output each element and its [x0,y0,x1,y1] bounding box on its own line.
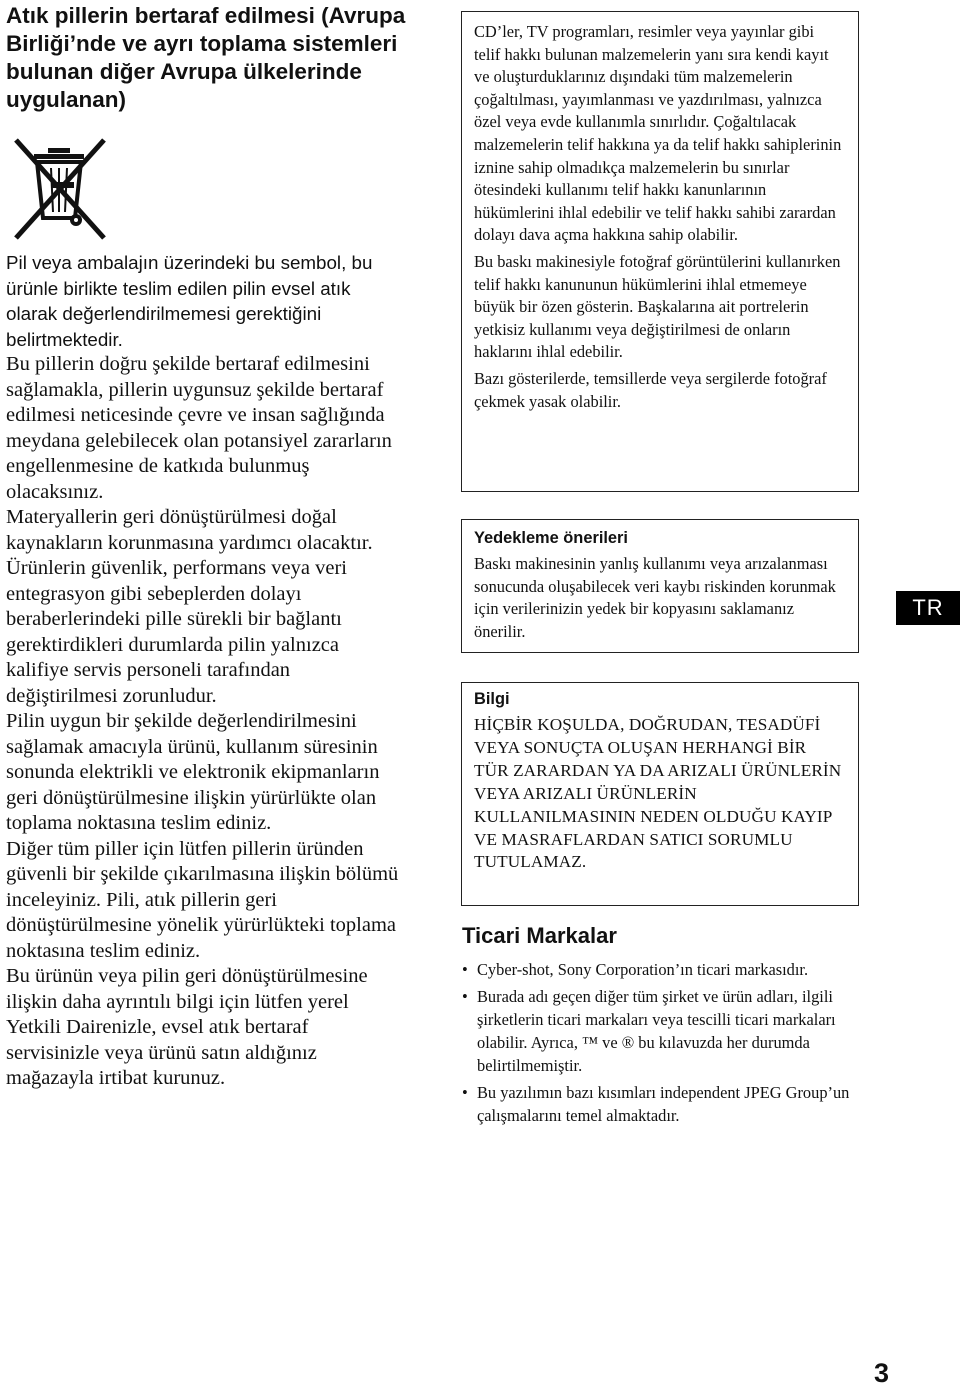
trademarks-list [462,958,872,1127]
paragraph: Bazı gösterilerde, temsillerde veya sergilerde fotoğraf çekmek yasak olabilir. [474,368,827,411]
copyright-notice-box [461,11,859,492]
bullet-icon: • [462,960,468,979]
section-title: Atık pillerin bertaraf edilmesi (Avrupa Birliği’nde ve ayrı toplama sistemleri bulunan diğer Avrupa ülkelerinde uygulanan) [6,3,406,112]
box-heading: Yedekleme önerileri [474,529,628,547]
paragraph: Bu pillerin doğru şekilde bertaraf edilmesini sağlamakla, pillerin uygunsuz şekilde bertaraf edilmesi neticesinde çevre ve insan sağlığında meydana gelebilecek olan potansiyel zararların engellenmesine de katkıda bulunmuş olacaksınız. [6,353,392,503]
language-tab: TR [896,591,960,625]
box-heading: Bilgi [474,690,510,708]
bullet-icon: • [462,987,468,1006]
bullet-icon: • [462,1083,468,1102]
backup-recommendations-box [461,519,859,653]
page-number: 3 [874,1358,890,1388]
paragraph: Ürünlerin güvenlik, performans veya veri entegrasyon gibi sebeplerden dolayı beraberlerindeki pille sürekli bir bağlantı gerektirdikleri durumlarda pilin yalnızca kalifiye servis personeli tarafından değiştirilmesi zorunludur. [6,557,347,707]
paragraph: Materyallerin geri dönüştürülmesi doğal kaynakların korunmasına yardımcı olacaktır. [6,506,373,554]
list-item-text: Bu yazılımın bazı kısımları independent JPEG Group’un çalışmalarını temel almaktadır. [477,1083,850,1125]
paragraph: CD’ler, TV programları, resimler veya yayınlar gibi telif hakkı bulunan malzemelerin yanı sıra kendi kayıt ve oluşturduklarınız dışındaki tüm malzemelerin çoğaltılması, yayımlanması ve yazdırılması, yalnızca özel veya evde kullanımla sınırlıdır. Çoğaltılacak malzemelerin telif hakkına ya da telif hakkı sahiplerinin iznine sahip olmadıkça malzemelerin bu sınırlar ötesindeki kullanımı telif hakkı kanunlarının hükümlerini ihlal edebilir ve telif hakkı sahibi zarardan dolayı dava açma hakkına sahip olabilir. [474,22,842,245]
list-item [462,1081,872,1127]
paragraph: Diğer tüm piller için lütfen pillerin üründen güvenli bir şekilde çıkarılmasına ilişkin bölümü inceleyiniz. Pili, atık pillerin geri dönüştürülmesine yönelik yürürlükteki toplama noktasına teslim ediniz. [6,837,399,962]
left-column [6,2,406,1092]
paragraph: Bu ürünün veya pilin geri dönüştürülmesine ilişkin daha ayrıntılı bilgi için lütfen yerel Yetkili Dairenizle, evsel atık bertaraf servisinizle veya ürünü satın aldığınız mağazayla irtibat kurunuz. [6,965,368,1089]
paragraph: Bu baskı makinesiyle fotoğraf görüntülerini kullanırken telif hakkı kanununun hükümlerini ihlal etmemeye büyük bir özen gösterin. Başkalarına ait portrelerin yetkisiz kullanımı veya değiştirilmesi de onların haklarını ihlal edebilir. [474,251,841,362]
list-item-text: Burada adı geçen diğer tüm şirket ve ürün adları, ilgili şirketlerin ticari markaları veya tescilli ticari markaları olabilir. Ayrıca, ™ ve ® bu kılavuzda her durumda belirtilmemiştir. [477,987,836,1075]
list-item [462,958,872,981]
section-heading: Ticari Markalar [462,923,617,948]
paragraph: Pilin uygun bir şekilde değerlendirilmesini sağlamak amacıyla ürünü, kullanım süresinin sonunda elektrikli ve elektronik ekipmanların geri dönüştürülmesine ilişkin yürürlükte olan toplama noktasına teslim ediniz. [6,710,380,834]
trademarks-section [462,922,872,1131]
list-item-text: Cyber-shot, Sony Corporation’ın ticari markasıdır. [477,960,809,979]
crossed-out-wheeled-bin-icon [8,136,112,248]
list-item [462,985,872,1077]
information-box [461,682,859,906]
left-body-text [6,250,406,1092]
paragraph: Baskı makinesinin yanlış kullanımı veya arızalanması sonucunda oluşabilecek veri kaybı riskinden korunmak için verilerinizin yedek bir kopyasını saklamanız önerilir. [474,554,836,641]
paragraph: HİÇBİR KOŞULDA, DOĞRUDAN, TESADÜFİ VEYA SONUÇTA OLUŞAN HERHANGİ BİR TÜR ZARARDAN YA DA ARIZALI ÜRÜNLERİN VEYA ARIZALI ÜRÜNLERİN KULLANILMASININ NEDEN OLDUĞU KAYIP VE MASRAFLARDAN SATICI SORUMLU TUTULAMAZ. [474,715,842,872]
paragraph: Pil veya ambalajın üzerindeki bu sembol, bu ürünle birlikte teslim edilen pilin evsel atık olarak değerlendirilmemesi gerektiğini belirtmektedir. [6,252,373,350]
